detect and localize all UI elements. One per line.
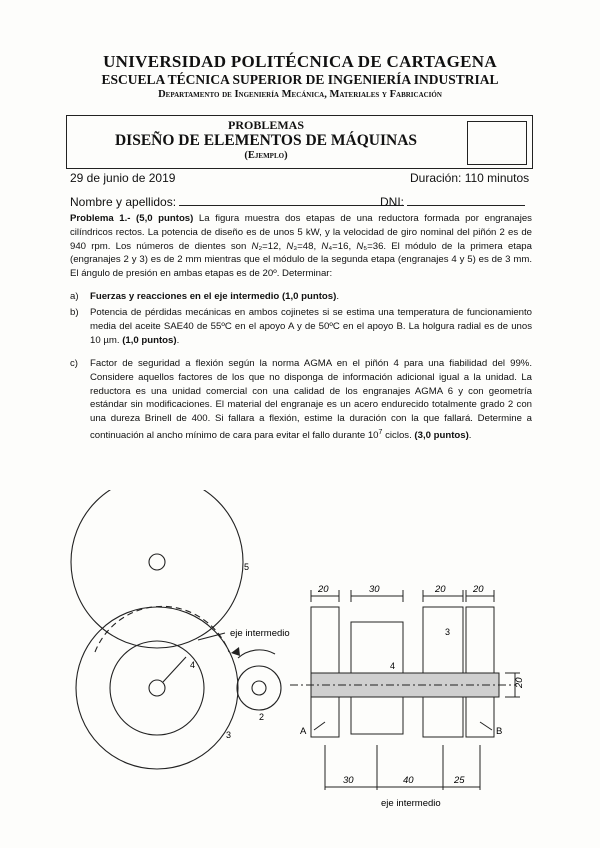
university-name: UNIVERSIDAD POLITÉCNICA DE CARTAGENA — [103, 52, 497, 71]
exam-duration: Duración: 110 minutos — [410, 171, 530, 185]
gear-2-hub — [252, 681, 266, 695]
grade-box — [467, 121, 527, 165]
top-dim-4: 20 — [473, 584, 484, 595]
section-gear-3-label: 3 — [445, 627, 451, 637]
problem-heading: Problema 1.- (5,0 puntos) — [70, 213, 194, 224]
name-line[interactable] — [179, 194, 404, 206]
bottom-dim-3: 25 — [454, 775, 465, 786]
gear-3-circle — [76, 607, 238, 769]
rotation-arrow — [238, 650, 275, 658]
gear-3-label: 3 — [226, 730, 232, 740]
bottom-dim-2: 40 — [403, 775, 414, 786]
top-dim-3: 20 — [435, 584, 446, 595]
department-name: Departamento de Ingeniería Mecánica, Materiales y Fabricación — [158, 89, 442, 100]
dni-label: DNI: — [380, 195, 404, 209]
shaft-label-bottom: eje intermedio — [381, 798, 441, 809]
bottom-dim-1: 30 — [343, 775, 354, 786]
gear-5-label: 5 — [244, 562, 250, 572]
bearing-b — [466, 607, 494, 737]
gear-4-circle — [110, 641, 204, 735]
dni-field[interactable] — [380, 194, 525, 209]
gear-2-circle — [237, 666, 281, 710]
exam-date: 29 de junio de 2019 — [70, 171, 176, 185]
side-dim: 20 — [514, 677, 525, 688]
problem-intro-2: El módulo de la primera etapa (engranajes 2 y 3) es de 2 mm mientras que el módulo de la segunda etapa (engranajes 4 y 5) es de 3 mm. El ángulo de presión en ambas etapas es de 20º. Determinar: — [70, 240, 532, 280]
gear-3-dashed-arc — [95, 606, 229, 652]
problem-statement: Problema 1.- (5,0 puntos) La figura muestra dos etapas de una reductora formada por engranajes cilíndricos rectos. La potencia de diseño es de unos 5 kW, y la velocidad de giro nominal del piñón 2 es de 940 rpm. Los números de dientes son N₂=12, N₃=48, N₄=16, N₅=36. El módulo de la primera etapa (engranajes 2 y 3) es de 2 mm mientras que el módulo de la segunda etapa (engranajes 4 y 5) es de 3 mm. El ángulo de presión en ambas etapas es de 20º. Determinar: — [70, 213, 532, 280]
support-a-label: A — [300, 726, 307, 737]
bearing-a — [311, 607, 339, 737]
name-field[interactable] — [70, 194, 404, 209]
gear-4-label: 4 — [190, 660, 196, 670]
shaft-label-left: eje intermedio — [230, 628, 290, 639]
item-a: a) Fuerzas y reacciones en el eje intermedio (1,0 puntos). — [70, 291, 339, 302]
problems-heading: PROBLEMAS — [227, 118, 304, 132]
top-dim-1: 20 — [318, 584, 329, 595]
gearbox-figure — [0, 490, 600, 820]
dni-line[interactable] — [407, 194, 525, 206]
course-title: DISEÑO DE ELEMENTOS DE MÁQUINAS — [114, 132, 418, 149]
gear-5-circle — [71, 490, 243, 648]
school-name: ESCUELA TÉCNICA SUPERIOR DE INGENIERÍA INDUSTRIAL — [101, 72, 499, 87]
gear-5-hub — [149, 554, 165, 570]
support-b-label: B — [496, 726, 503, 737]
item-b: b) Potencia de pérdidas mecánicas en ambos cojinetes si se estima una temperatura de funcionamiento media del aceite SAE40 de 55ºC en el apoyo A y de 50ºC en el apoyo B. La holgura radial es de unos 10 µm. (1,0 puntos). — [70, 307, 532, 346]
section-gear-4-label: 4 — [390, 661, 396, 671]
gear-4-hub — [149, 680, 165, 696]
gear-3-section — [423, 607, 463, 737]
name-label: Nombre y apellidos: — [70, 195, 177, 209]
item-c: c) Factor de seguridad a flexión según la norma AGMA en el piñón 4 para una fiabilidad del 99%. Considere aquellos factores de los que no disponga de información adicional igual a la unidad. La reductora es una unidad comercial con una calidad de los engranajes AGMA 6 y con geometría estándar sin modificaciones. El material del engranaje es un acero endurecido totalmente grado 2 con una dureza Brinell de 400. Si fallara a flexión, estime la duración con la que fallará. Determine a continuación al ancho mínimo de cara para evitar el fallo durante $10^7$ ciclos. (3,0 puntos). — [70, 358, 532, 442]
gear-2-label: 2 — [259, 712, 265, 722]
example-subtitle: (Ejemplo) — [244, 150, 288, 161]
problem-intro-1: La figura muestra dos etapas de una reductora formada por engranajes cilíndricos rectos. La potencia de diseño es de unos 5 kW, y la velocidad de giro nominal del piñón 2 es de 940 rpm. Los números de dientes son — [70, 213, 532, 252]
top-dim-2: 30 — [369, 584, 380, 595]
